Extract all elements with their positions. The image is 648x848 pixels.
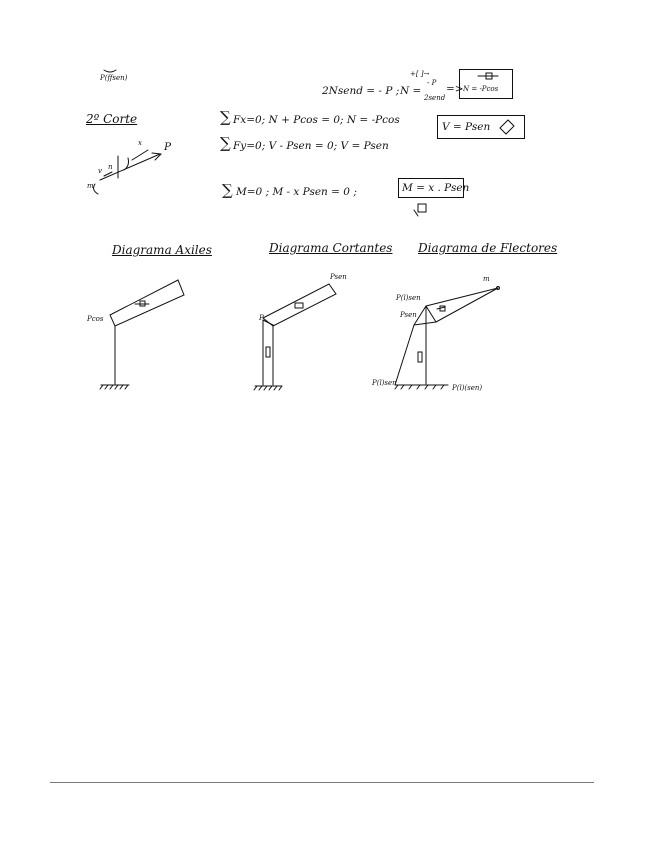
fbd-drawing (94, 150, 161, 194)
sum-fy-sigma: ∑ (220, 134, 231, 152)
shear-label-top: Psen (330, 273, 347, 281)
section-title: 2º Corte (86, 112, 138, 126)
moment-label-upper: P(l)sen (396, 294, 421, 302)
equation-sum-fx: Fx=0; N + Pcos = 0; N = -Pcos (233, 114, 400, 126)
fbd-label-x: x (138, 139, 142, 147)
corner-label: P(ffsen) (100, 74, 128, 82)
sum-m-sigma: ∑ (222, 181, 233, 199)
boxed-m-text: M = x . Psen (402, 182, 470, 194)
diagram-shear-title: Diagrama Cortantes (269, 241, 393, 255)
shear-drawing (254, 284, 336, 390)
moment-label-mid: Psen (400, 311, 417, 319)
moment-label-bottom-left: P(l)sen (372, 379, 397, 387)
corner-curve (104, 70, 116, 72)
equation-n-left: N = (400, 85, 422, 97)
equation-sum-fy: Fy=0; V - Psen = 0; V = Psen (233, 140, 389, 152)
sum-fx-sigma: ∑ (220, 108, 231, 126)
fbd-label-n: n (108, 163, 113, 171)
axial-drawing (100, 280, 184, 389)
moment-drawing (395, 287, 500, 390)
equation-n-denominator: 2send (424, 94, 446, 102)
v-box-symbol (500, 120, 514, 134)
fbd-label-p: P (164, 141, 172, 153)
moment-label-bottom-right: P(l)(sen) (452, 384, 483, 392)
diagram-axial-title: Diagrama Axiles (112, 243, 212, 257)
shear-label-left: P (259, 314, 264, 322)
equation-sum-m: M=0 ; M - x Psen = 0 ; (236, 186, 357, 198)
fbd-label-m: m (87, 182, 94, 190)
n-box-symbol (478, 73, 498, 79)
moment-label-m: m (483, 275, 490, 283)
boxed-v-text: V = Psen (442, 121, 491, 133)
equation-n-arrow: => (446, 83, 464, 95)
equation-n-sum: 2Nsend = - P ; (322, 85, 400, 97)
fbd-label-v: v (98, 167, 102, 175)
diagram-moment-title: Diagrama de Flectores (418, 241, 558, 255)
equation-n-small-top: +[ ]→ (410, 70, 430, 78)
axial-label: Pcos (87, 315, 104, 323)
equation-n-numerator: - P (427, 79, 437, 87)
footer-rule (50, 782, 594, 783)
m-below-symbol (414, 204, 426, 216)
boxed-n-text: N = -Pcos (463, 85, 499, 93)
